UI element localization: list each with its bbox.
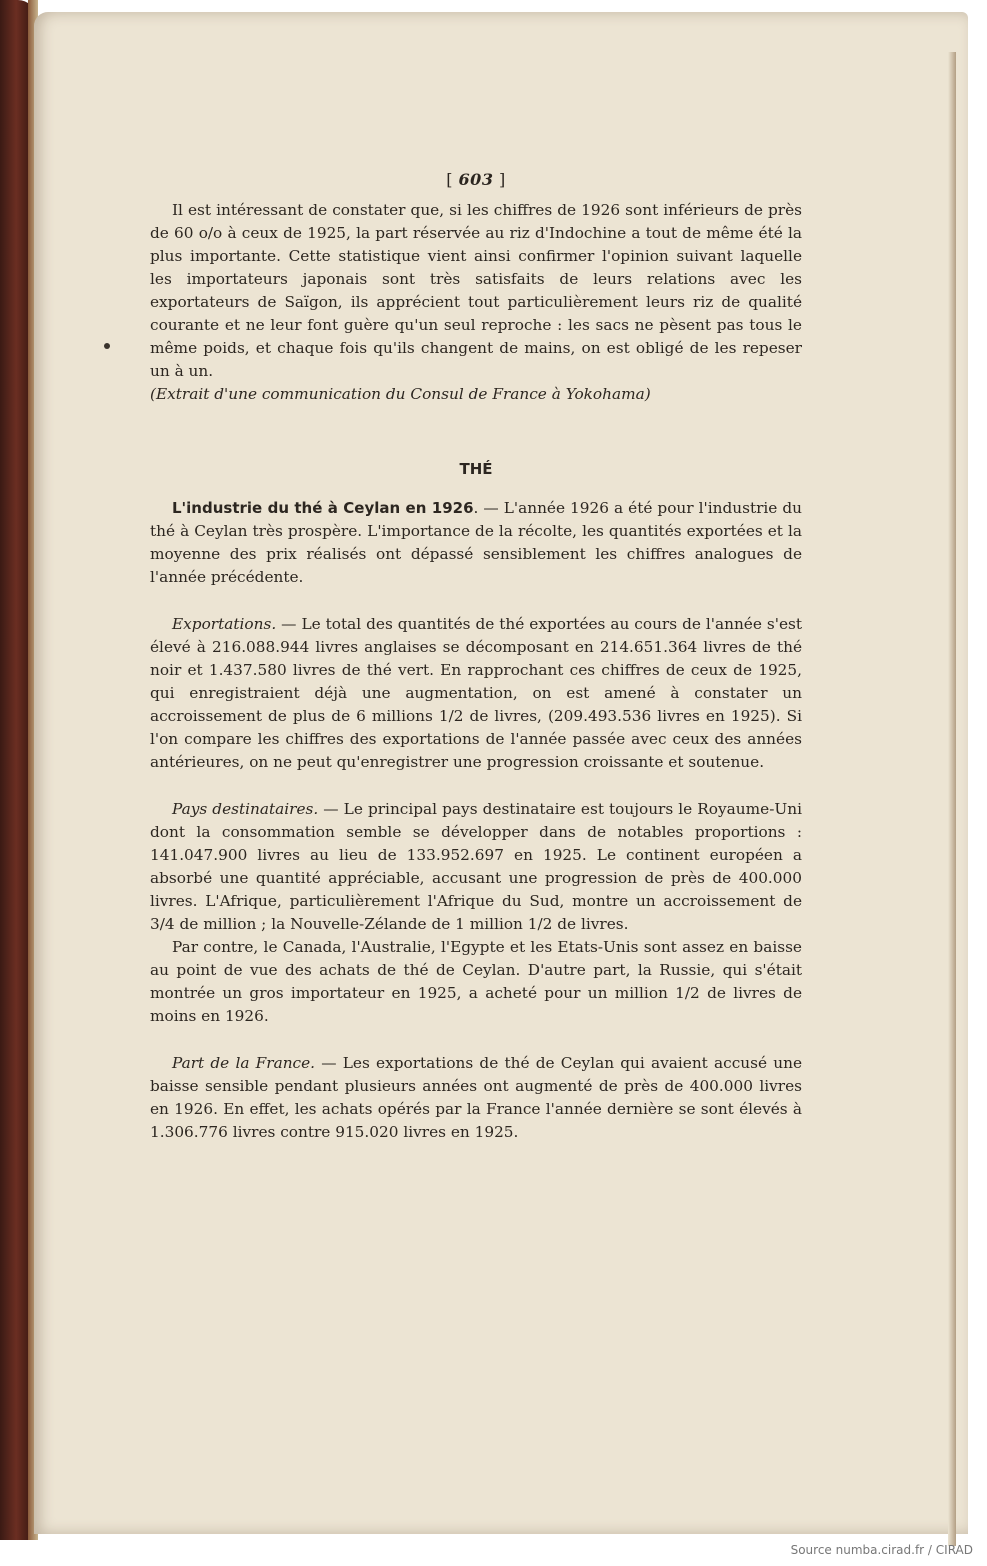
page-text bbox=[150, 168, 802, 1144]
page-edge bbox=[948, 52, 956, 1546]
page-number: [ 603 ] bbox=[446, 170, 506, 189]
intro-paragraph: Il est intéressant de constater que, si les chiffres de 1926 sont inférieurs de près de 60 o/o à ceux de 1925, la part réservée au riz d'Indochine a tout de même été la plus importante. Cette statistique vient ainsi confirmer l'opinion suivant laquelle les importateurs japonais sont très satisfaits de leurs relations avec les exportateurs de Saïgon, ils apprécient tout particulièrement leurs riz de qualité courante et ne leur font guère qu'un seul reproche : les sacs ne pèsent pas tous le même poids, et chaque fois qu'ils changent de mains, on est obligé de les repeser un à un. bbox=[150, 201, 802, 380]
intro-source: (Extrait d'une communication du Consul de France à Yokohama) bbox=[150, 385, 651, 403]
section-heading: THÉ bbox=[459, 460, 493, 478]
france-paragraph: Part de la France. — Les exportations de thé de Ceylan qui avaient accusé une baisse sensible pendant plusieurs années ont augmenté de près de 400.000 livres en 1926. En effet, les achats opérés par la France l'année dernière se sont élevés à 1.306.776 livres contre 915.020 livres en 1925. bbox=[150, 1054, 803, 1141]
lead-title: L'industrie du thé à Ceylan en 1926 bbox=[172, 499, 474, 517]
margin-mark bbox=[104, 343, 110, 349]
pays-paragraph-2: Par contre, le Canada, l'Australie, l'Egypte et les Etats-Unis sont assez en baisse au point de vue des achats de thé de Ceylan. D'autre part, la Russie, qui s'était montrée un gros importateur en 1925, a acheté pour un million 1/2 de livres de moins en 1926. bbox=[150, 938, 802, 1025]
pays-paragraph: Pays destinataires. — Le principal pays destinataire est toujours le Royaume-Uni dont la consommation semble se développer dans de notables proportions : 141.047.900 livres au lieu de 133.952.697 en 1925. Le continent européen a absorbé une quantité appréciable, accusant une progression de près de 400.000 livres. L'Afrique, particulièrement l'Afrique du Sud, montre un accroissement de 3/4 de million ; la Nouvelle-Zélande de 1 million 1/2 de livres. bbox=[150, 800, 802, 933]
source-credit: Source numba.cirad.fr / CIRAD bbox=[790, 1543, 973, 1557]
pays-label: Pays destinataires. bbox=[172, 800, 319, 818]
exportations-label: Exportations. bbox=[172, 615, 277, 633]
france-label: Part de la France. bbox=[172, 1054, 316, 1072]
lead-paragraph: L'industrie du thé à Ceylan en 1926. — L'année 1926 a été pour l'industrie du thé à Ceylan très prospère. L'importance de la récolte, les quantités exportées et la moyenne des prix réalisés ont dépassé sensiblement les chiffres analogues de l'année précédente. bbox=[150, 499, 803, 586]
exportations-paragraph: Exportations. — Le total des quantités de thé exportées au cours de l'année s'est élevé à 216.088.944 livres anglaises se décomposant en 214.651.364 livres de thé noir et 1.437.580 livres de thé vert. En rapprochant ces chiffres de ceux de 1925, qui enregistraient déjà une augmentation, on est amené à constater un accroissement de plus de 6 millions 1/2 de livres, (209.493.536 livres en 1925). Si l'on compare les chiffres des exportations de l'année passée avec ceux des années antérieures, on ne peut qu'enregistrer une progression croissante et soutenue. bbox=[150, 615, 802, 771]
